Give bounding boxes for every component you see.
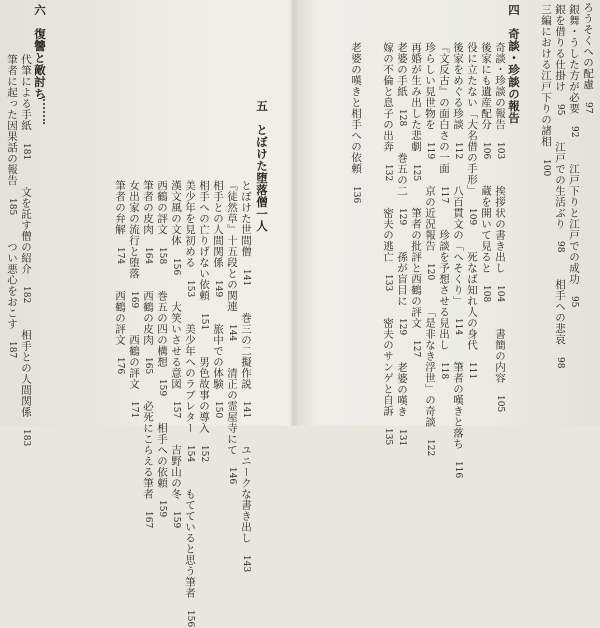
toc-page-number: 136 [351,186,361,204]
toc-column [211,180,225,418]
toc-column [479,42,493,302]
toc-page-number: 111 [467,362,477,380]
toc-entry-title: ろうそくへの配慮 [582,2,594,90]
toc-page-number: 135 [383,428,393,446]
toc-entry-title: 筆者に起った因果話の報告 [6,54,18,186]
section-title: 四 奇談・珍談の報告 [507,4,521,124]
toc-column [423,42,437,457]
toc-entry-title: 後家をめぐる珍談 [452,42,464,130]
toc-page-number: 152 [199,445,209,463]
toc-column [381,42,395,446]
toc-column [465,42,479,379]
toc-entry-title: 美少年を見初める [184,180,196,268]
toc-entry-title: 孫が盲目に [396,251,408,307]
toc-page-number: 100 [541,159,551,177]
toc-entry-title: 筆者の嘆きと落ち [452,361,464,450]
toc-entry-title: 男色故事の導入 [198,356,210,434]
toc-page-number: 144 [227,324,237,342]
toc-page-number: 157 [171,401,181,419]
toc-entry-title: 密夫の逃亡 [382,207,394,263]
toc-entry-title: 文を託す僧の紹介 [20,186,32,275]
toc-page-number: 156 [171,258,181,276]
toc-entry-title: 相手との人間関係 [20,329,32,418]
toc-entry-title: とぼけた世間僧 [240,180,252,257]
toc-entry-title: 老婆の嘆き [396,361,408,417]
toc-entry-title: 筆者の皮肉 [142,180,154,235]
toc-page-number: 120 [425,263,435,281]
toc-entry-title: 再婚が生み出した悲劇 [410,42,422,152]
toc-entry-title: 書簡の内容 [494,328,506,384]
leader-dots [43,96,45,124]
toc-entry-title: 筆者の批評と西鶴の評文 [410,207,422,329]
toc-entry-title: 銀を借りる仕掛け [554,4,566,92]
toc-column [581,2,595,113]
toc-entry-title: もてていると思う筆者 [184,488,196,599]
toc-column [183,180,197,628]
toc-page-number: 164 [143,247,153,265]
toc-column [395,42,409,446]
toc-page-number: 128 [397,109,407,127]
toc-entry-title: 役に立たない「大名借の手形」 [466,42,478,196]
toc-page-number: 98 [555,356,565,369]
toc-entry-title: 西鶴の評文 [156,180,168,235]
toc-page-number: 132 [383,164,393,182]
toc-page-number: 183 [21,429,31,447]
toc-page-number: 153 [185,280,195,298]
toc-column [225,180,239,484]
toc-page-number: 131 [397,428,407,446]
toc-entry-title: 美少年へのラブレター [184,323,196,434]
toc-page-number: 119 [425,142,435,160]
toc-entry-title: 相手への依頼 [156,422,168,489]
toc-entry-title: 銀舞・うした方が必要 [568,4,580,114]
toc-page-number: 118 [439,362,449,380]
toc-entry-title: 老婆の手紙 [396,42,408,97]
toc-page-number: 133 [383,274,393,292]
toc-entry-title: 西鶴の皮肉 [142,290,154,346]
toc-page-number: 143 [241,555,251,573]
toc-page-number: 129 [397,318,407,336]
toc-page-number: 98 [555,241,565,253]
toc-page-number: 159 [157,500,167,518]
toc-page-number: 141 [241,269,251,287]
toc-page-number: 150 [213,401,223,419]
toc-entry-title: 必死にこらえる筆者 [142,400,154,500]
toc-column [169,180,183,529]
toc-entry-title: 相手との人間関係 [212,180,224,268]
toc-column [409,42,423,357]
toc-page-number: 104 [495,285,505,303]
toc-page-number: 127 [411,340,421,358]
toc-column [553,4,567,368]
toc-entry-title: 清正の霊屋寺にて [226,367,238,456]
toc-page-number: 159 [157,379,167,397]
toc-entry-title: 巻三の二擬作説 [240,312,252,390]
toc-entry-title: 江戸下りと江戸での成功 [568,163,580,285]
toc-page-number: 122 [425,439,435,457]
toc-page-number: 109 [467,208,477,226]
toc-page-number: 176 [115,357,125,375]
toc-page-number: 154 [185,445,195,463]
toc-column [141,180,155,529]
toc-page-number: 125 [411,164,421,182]
toc-page-number: 103 [495,142,505,160]
toc-page-number: 106 [481,142,491,160]
toc-entry-title: 老婆の嘆きと相手への依頼 [350,42,362,174]
toc-page-number: 181 [21,143,31,161]
toc-column [127,180,141,418]
toc-column [539,4,553,176]
toc-entry-title: 密夫のサンゲと自訴 [382,317,394,417]
toc-page-number: 141 [241,401,251,419]
toc-page-number: 114 [453,318,463,336]
toc-entry-title: 相手への悲哀 [554,278,566,345]
toc-entry-title: 三編における江戸下りの諸相 [540,4,552,147]
toc-page-number: 97 [583,102,593,114]
toc-page-number: 159 [171,511,181,529]
toc-column [451,42,465,479]
toc-entry-title: 筆者の弁解 [114,180,126,235]
toc-entry-title: 吉野山の冬 [170,444,182,500]
toc-entry-title: 西鶴の評文 [128,334,140,390]
toc-page-number: 105 [495,395,505,413]
toc-entry-title: 京の近況報告 [424,185,436,252]
toc-column [19,54,33,447]
toc-page-number: 182 [21,286,31,304]
toc-column [197,180,211,462]
toc-column [113,180,127,374]
toc-entry-title: 巻五の二 [396,152,408,197]
toc-entry-title: 漢文風の文体 [170,180,182,246]
toc-page-number: 129 [397,208,407,226]
toc-entry-title: 旅中での体験 [212,323,224,390]
toc-page-number: 158 [157,247,167,265]
section-title: 六 復讐と敵討ち [33,4,47,100]
section-heading [507,4,521,124]
section-heading [255,100,269,232]
section-title: 五 とぼけた堕落僧一人 [255,100,269,232]
section-heading [33,4,47,100]
toc-page-number: 174 [115,247,125,265]
toc-entry-title: 巻五の四の構想 [156,290,168,368]
toc-page-number: 165 [143,357,153,375]
toc-page-number: 187 [7,341,17,359]
toc-page-number: 95 [555,104,565,116]
toc-entry-title: 女出家の流行と堕落 [128,180,140,279]
toc-page-number: 167 [143,511,153,529]
toc-entry-title: ユニークな書き出し [240,444,252,544]
toc-entry-title: つい悪心をおこす [6,241,18,330]
toc-page-number: 116 [453,461,463,479]
toc-page-number: 108 [481,285,491,303]
toc-page-number: 185 [7,198,17,216]
toc-entry-title: 奇談・珍談の報告 [494,42,506,130]
toc-page-number: 169 [129,291,139,309]
toc-entry-title: 代筆による手紙 [20,54,32,131]
toc-page-number: 149 [213,280,223,298]
toc-entry-title: 挨拶状の書き出し [494,185,506,274]
toc-entry-title: 『徒然草』十五段との関連 [226,180,238,312]
toc-entry-title: 相手への亡りげない依頼 [198,180,210,301]
toc-entry-title: 大笑いさせる意図 [170,301,182,390]
toc-entry-title: 珍らしい見世物を [424,42,436,130]
toc-column [437,42,451,379]
toc-page-number: 95 [569,296,579,308]
toc-page-number: 151 [199,313,209,331]
toc-entry-title: 八百貫文の「へそくり」 [452,185,464,307]
toc-page-number: 117 [439,186,449,204]
toc-entry-title: 蔵を開いて見ると [480,185,492,274]
toc-entry-title: 後家にも遺産配分 [480,42,492,130]
toc-page-number: 156 [185,610,195,628]
toc-entry-title: 「是非なき浮世」の奇談 [424,306,436,428]
toc-column [567,4,581,308]
toc-column [493,42,507,413]
toc-entry-title: 珍談を予想させる見出し [438,229,450,351]
toc-entry-title: 死なば知れ人の身代 [466,251,478,351]
toc-page-number: 146 [227,467,237,485]
book-gutter [289,0,299,426]
toc-page-number: 112 [453,142,463,160]
toc-page-number: 92 [569,126,579,138]
toc-entry-title: 西鶴の評文 [114,290,126,346]
toc-entry-title: 江戸での生活ぶり [554,141,566,230]
toc-entry-title: 嫁の不倫と息子の出奔 [382,42,394,152]
toc-column [5,54,19,358]
toc-column [155,180,169,518]
toc-entry-title: 『文反古』の面白さの一面 [438,42,450,174]
toc-column [239,180,253,573]
toc-page-number: 171 [129,401,139,419]
toc-column [349,42,363,203]
